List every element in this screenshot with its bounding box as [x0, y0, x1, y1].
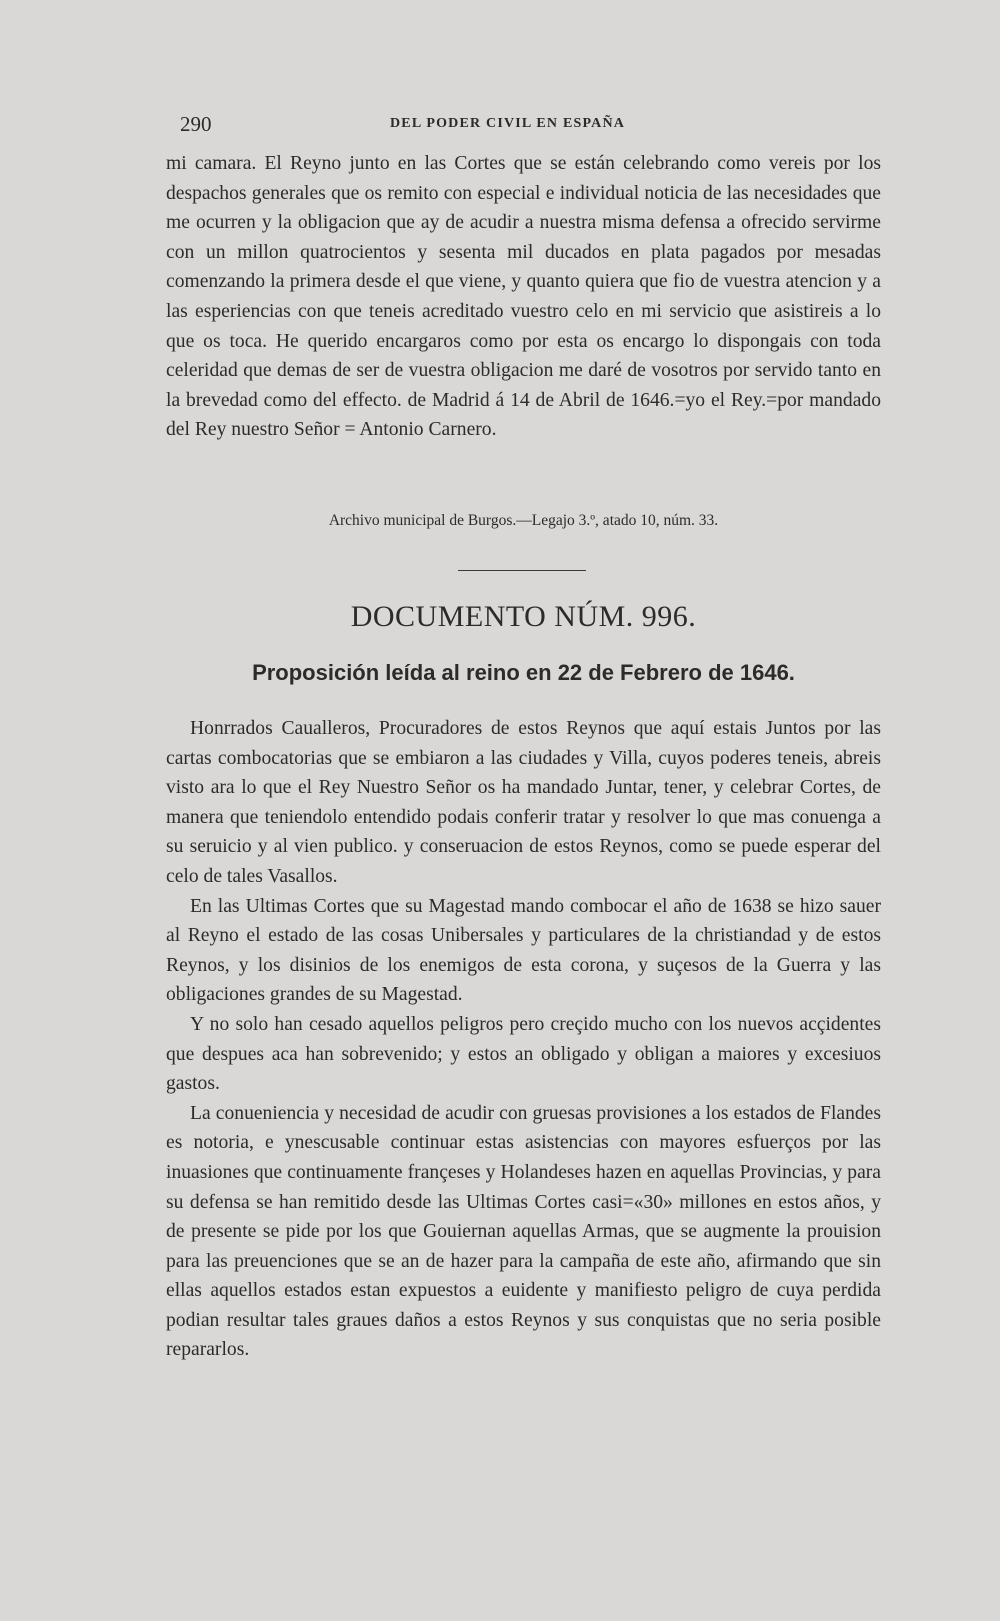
proposition-paragraph: Y no solo han cesado aquellos peligros pero creçido mucho con los nuevos acçidentes que despues aca han sobrevenido; y estos an obligado y obligan a maiores y excesiuos gastos. [166, 1013, 881, 1095]
letter-continuation [166, 149, 881, 445]
proposition-paragraph: La conueniencia y necesidad de acudir con gruesas provisiones a los estados de Flandes es notoria, e ynescusable continuar estas asistencias con mayores esfuerços por las inuasiones que continuamente françeses y Holandeses hazen en aquellas Provincias, y para su defensa se han remitido desde las Ultimas Cortes casi=«30» millones en estos años, y de presente se pide por los que Gouiernan aquellas Armas, que se augmente la prouision para las preuenciones que se an de hazer para la campaña de este año, afirmando que sin ellas aquellos estados estan expuestos a euidente y manifiesto peligro de cuya perdida podian resultar tales graues daños a estos Reynos y sus conquistas que no seria posible repararlos. [166, 1102, 881, 1361]
proposition-paragraph: En las Ultimas Cortes que su Magestad mando combocar el año de 1638 se hizo sauer al Reyno el estado de las cosas Unibersales y particulares de la christiandad y de estos Reynos, y los disinios de los enemigos de esta corona, y suçesos de la Guerra y las obligaciones grandes de su Magestad. [166, 895, 881, 1006]
letter-paragraph: mi camara. El Reyno junto en las Cortes que se están celebrando como vereis por los despachos generales que os remito con especial e individual noticia de las necesidades que me ocurren y la obligacion que ay de acudir a nuestra misma defensa a ofrecido servirme con un millon quatrocientos y sesenta mil ducados en plata pagados por mesadas comenzando la primera desde el que viene, y quanto quiera que fio de vuestra atencion y a las esperiencias con que teneis acreditado vuestro celo en mi servicio que asistireis a lo que os toca. He querido encargaros como por esta os encargo lo dispongais con toda celeridad que demas de ser de vuestra obligacion me daré de vosotros por servido tanto en la brevedad como del effecto. de Madrid á 14 de Abril de 1646.=yo el Rey.=por mandado del Rey nuestro Señor = Antonio Carnero. [166, 153, 881, 441]
document-title: DOCUMENTO NÚM. 996. [350, 600, 697, 633]
page-header [180, 112, 660, 142]
proposition-text [166, 714, 881, 1365]
running-title: DEL PODER CIVIL EN ESPAÑA [390, 116, 626, 131]
page-number: 290 [180, 112, 212, 136]
archive-source-note: Archivo municipal de Burgos.—Legajo 3.º, atado 10, núm. 33. [328, 512, 719, 529]
section-divider [458, 570, 586, 571]
document-subtitle: Proposición leída al reino en 22 de Febrero de 1646. [252, 660, 795, 685]
proposition-paragraph: Honrrados Caualleros, Procuradores de estos Reynos que aquí estais Juntos por las cartas combocatorias que se embiaron a las ciudades y Villa, cuyos poderes teneis, abreis visto ara lo que el Rey Nuestro Señor os ha mandado Juntar, tener, y celebrar Cortes, de manera que teniendolo entendido podais conferir tratar y resolver lo que mas conuenga a su seruicio y al vien publico. y conseruacion de estos Reynos, como se puede esperar del celo de tales Vasallos. [166, 718, 881, 887]
